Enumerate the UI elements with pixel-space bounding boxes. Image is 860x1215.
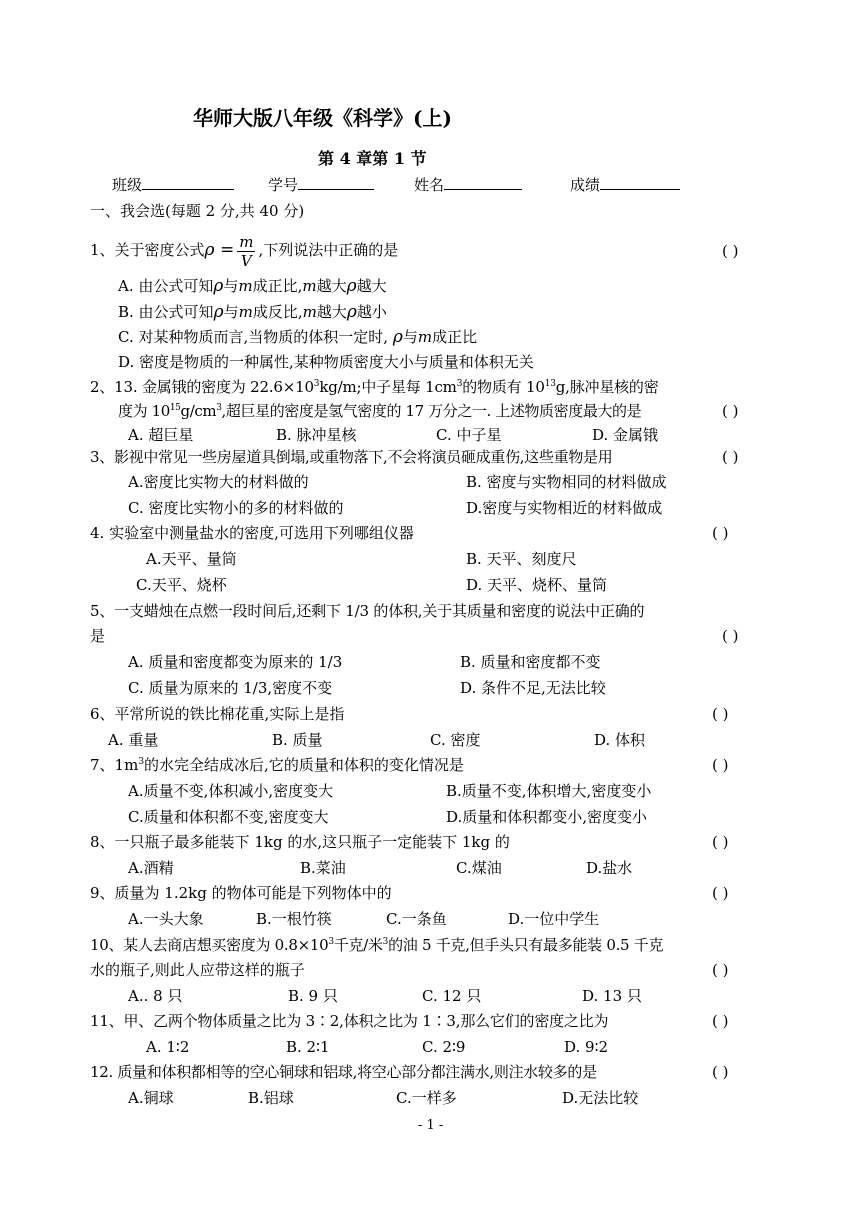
q4-option-b: B. 天平、刻度尺 <box>466 550 577 568</box>
q9-option-b: B.一根竹筷 <box>256 910 332 928</box>
question-10-stem-line-2: 水的瓶子,则此人应带这样的瓶子 <box>90 961 305 979</box>
q9-option-c: C.一条鱼 <box>386 910 447 928</box>
page-title: 华师大版八年级《科学》(上) <box>193 106 452 130</box>
q6-option-b: B. 质量 <box>272 731 323 749</box>
question-3-stem: 3、影视中常见一些房屋道具倒塌,或重物落下,不会将演员砸成重伤,这些重物是用 <box>90 448 613 466</box>
q6-option-c: C. 密度 <box>430 731 481 749</box>
field-score: 成绩 <box>570 173 680 196</box>
q10-option-c: C. 12 只 <box>422 987 482 1005</box>
q4-option-d: D. 天平、烧杯、量筒 <box>466 576 608 594</box>
q5-option-c: C. 质量为原来的 1/3,密度不变 <box>128 679 333 697</box>
q9-option-d: D.一位中学生 <box>508 910 600 928</box>
answer-paren-9[interactable]: ( ) <box>712 884 729 902</box>
density-formula-fraction: $\frac{m}{V}$ <box>239 232 254 270</box>
q2-option-b: B. 脉冲星核 <box>276 426 357 444</box>
field-name: 姓名 <box>414 173 522 196</box>
q12-option-d: D.无法比较 <box>562 1089 639 1107</box>
question-11-stem: 11、甲、乙两个物体质量之比为 3∶2,体积之比为 1∶3,那么它们的密度之比为 <box>90 1012 609 1030</box>
q9-option-a: A.一头大象 <box>128 910 204 928</box>
q12-option-a: A.铜球 <box>128 1089 174 1107</box>
q12-option-c: C.一样多 <box>396 1089 457 1107</box>
score-blank[interactable] <box>600 173 680 190</box>
field-class: 班级 <box>112 173 234 196</box>
q7-option-d: D.质量和体积都变小,密度变小 <box>446 808 648 826</box>
answer-paren-1[interactable]: ( ) <box>722 242 739 260</box>
q7-option-a: A.质量不变,体积减小,密度变大 <box>128 782 334 800</box>
q1-option-c: C. 对某种物质而言,当物质的体积一定时, ρ与m成正比 <box>118 327 478 347</box>
class-blank[interactable] <box>142 173 234 190</box>
question-9-stem: 9、质量为 1.2kg 的物体可能是下列物体中的 <box>90 884 392 902</box>
question-8-stem: 8、一只瓶子最多能装下 1kg 的水,这只瓶子一定能装下 1kg 的 <box>90 833 510 851</box>
page-number: - 1 - <box>418 1118 444 1133</box>
q10-option-d: D. 13 只 <box>582 987 642 1005</box>
q6-option-a: A. 重量 <box>108 731 159 749</box>
answer-paren-7[interactable]: ( ) <box>712 756 729 774</box>
q7-option-b: B.质量不变,体积增大,密度变小 <box>446 782 652 800</box>
q1-option-d: D. 密度是物质的一种属性,某种物质密度大小与质量和体积无关 <box>118 353 534 371</box>
q8-option-c: C.煤油 <box>456 859 502 877</box>
answer-paren-5[interactable]: ( ) <box>722 627 739 645</box>
q8-option-a: A.酒精 <box>128 859 174 877</box>
q6-option-d: D. 体积 <box>594 731 646 749</box>
q11-option-d: D. 9∶2 <box>564 1038 609 1056</box>
q12-option-b: B.铝球 <box>248 1089 294 1107</box>
question-2-line-1: 2、13. 金属锇的密度为 $22.6\times 10^3kg/m$;中子星每 $1cm^3$的物质有 $10^{13}g$,脉冲星核的密 <box>90 378 659 396</box>
q8-option-b: B.菜油 <box>300 859 346 877</box>
question-4-stem: 4. 实验室中测量盐水的密度,可选用下列哪组仪器 <box>90 524 414 542</box>
q2-option-d: D. 金属锇 <box>592 426 659 444</box>
answer-paren-4[interactable]: ( ) <box>712 524 729 542</box>
field-student-id: 学号 <box>268 173 374 196</box>
q1-option-a: A. 由公式可知ρ与m成正比,m越大ρ越大 <box>118 276 387 296</box>
question-2-line-2: 度为 $10^{15}g/cm^3$,超巨星的密度是氢气密度的 17 万分之一. 上述物质密度最大的是 <box>118 402 642 420</box>
answer-paren-11[interactable]: ( ) <box>712 1012 729 1030</box>
q4-option-a: A.天平、量筒 <box>146 550 237 568</box>
answer-paren-10[interactable]: ( ) <box>712 961 729 979</box>
q5-option-b: B. 质量和密度都不变 <box>460 653 601 671</box>
question-7-stem: 7、$1m^3$的水完全结成冰后,它的质量和体积的变化情况是 <box>90 756 464 774</box>
q3-option-b: B. 密度与实物相同的材料做成 <box>466 473 667 491</box>
q7-option-c: C.质量和体积都不变,密度变大 <box>128 808 329 826</box>
q3-option-d: D.密度与实物相近的材料做成 <box>466 499 663 517</box>
q3-option-c: C. 密度比实物小的多的材料做的 <box>128 499 344 517</box>
name-blank[interactable] <box>444 173 522 190</box>
question-6-stem: 6、平常所说的铁比棉花重,实际上是指 <box>90 705 345 723</box>
q2-option-a: A. 超巨星 <box>128 426 194 444</box>
answer-paren-12[interactable]: ( ) <box>712 1063 729 1081</box>
question-5-stem-line-2: 是 <box>90 627 106 645</box>
question-10-stem-line-1: 10、某人去商店想买密度为 $0.8\times 10^3$千克/米$^3$的油 5 千克,但手头只有最多能装 0.5 千克 <box>90 936 664 954</box>
q2-option-c: C. 中子星 <box>436 426 502 444</box>
answer-paren-6[interactable]: ( ) <box>712 705 729 723</box>
question-12-stem: 12. 质量和体积都相等的空心铜球和铝球,将空心部分都注满水,则注水较多的是 <box>90 1063 597 1081</box>
question-5-stem-line-1: 5、一支蜡烛在点燃一段时间后,还剩下 1/3 的体积,关于其质量和密度的说法中正确的 <box>90 602 645 620</box>
answer-paren-2[interactable]: ( ) <box>722 402 739 420</box>
q10-option-a: A.. 8 只 <box>128 987 183 1005</box>
q11-option-c: C. 2∶9 <box>422 1038 466 1056</box>
q4-option-c: C.天平、烧杯 <box>136 576 227 594</box>
q5-option-a: A. 质量和密度都变为原来的 1/3 <box>128 653 343 671</box>
section-heading: 一、我会选(每题 2 分,共 40 分) <box>90 202 305 220</box>
answer-paren-8[interactable]: ( ) <box>712 833 729 851</box>
question-1-stem: 1、关于密度公式ρ = $\frac{m}{V}$ ,下列说法中正确的是 <box>90 232 399 270</box>
answer-paren-3[interactable]: ( ) <box>722 448 739 466</box>
q11-option-b: B. 2∶1 <box>286 1038 330 1056</box>
q8-option-d: D.盐水 <box>586 859 633 877</box>
page-subtitle: 第 4 章第 1 节 <box>318 149 427 168</box>
q5-option-d: D. 条件不足,无法比较 <box>460 679 606 697</box>
student-id-blank[interactable] <box>298 173 374 190</box>
q1-option-b: B. 由公式可知ρ与m成反比,m越大ρ越小 <box>118 302 387 322</box>
q3-option-a: A.密度比实物大的材料做的 <box>128 473 309 491</box>
q10-option-b: B. 9 只 <box>288 987 338 1005</box>
q11-option-a: A. 1∶2 <box>146 1038 190 1056</box>
